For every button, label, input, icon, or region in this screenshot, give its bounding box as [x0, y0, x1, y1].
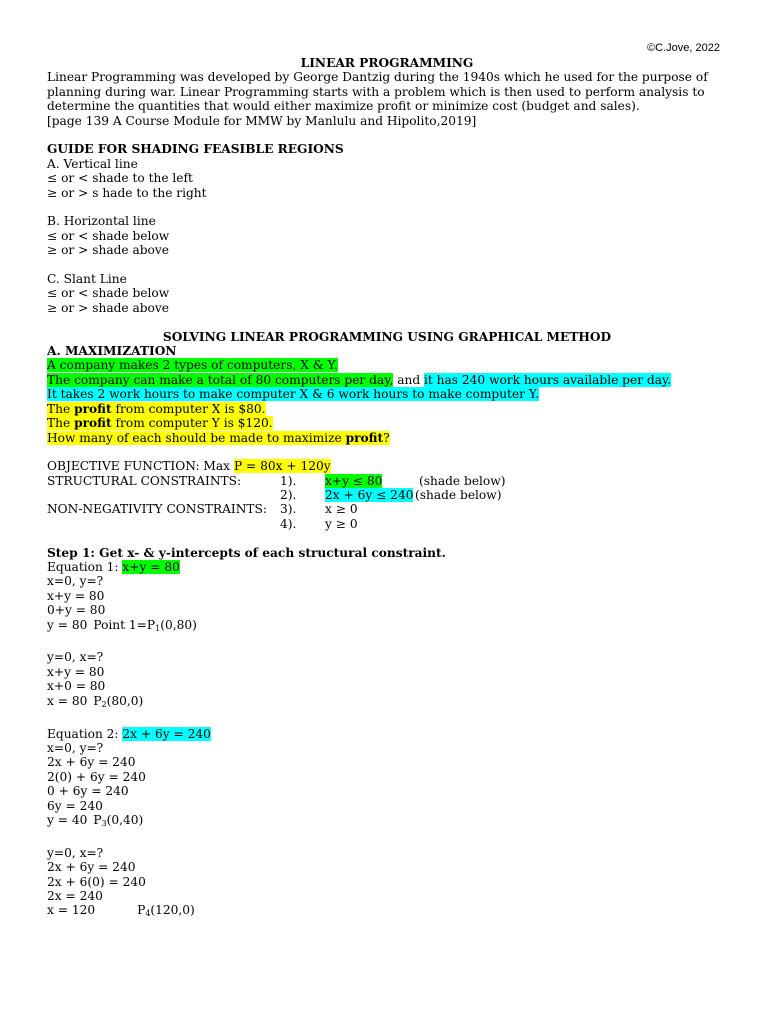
- constraint-row: [47, 488, 727, 502]
- guide-a-rule: ≤ or < shade to the left: [47, 171, 193, 186]
- equation-2-label: [47, 727, 727, 741]
- point-subscript: 4: [145, 909, 151, 919]
- constraint-number: 1).: [280, 473, 297, 488]
- work-line: 2x + 6y = 240: [47, 755, 136, 770]
- point-coords: (120,0): [150, 903, 195, 918]
- constraint-3: x ≥ 0: [325, 502, 358, 517]
- point-label: P: [93, 812, 102, 827]
- point-coords: (0,40): [106, 812, 144, 827]
- guide-heading: GUIDE FOR SHADING FEASIBLE REGIONS: [47, 142, 344, 157]
- objective-line: [47, 459, 727, 473]
- step1-heading: Step 1: Get x- & y-intercepts of each structural constraint.: [47, 545, 446, 560]
- result-value: x = 120: [47, 903, 96, 918]
- problem-text: The: [47, 401, 75, 416]
- equation-1: x+y = 80: [122, 560, 180, 575]
- problem-line: The company can make a total of 80 computers per day,: [47, 372, 394, 387]
- guide-a-title: A. Vertical line: [47, 156, 138, 171]
- nonneg-label: NON-NEGATIVITY CONSTRAINTS:: [47, 502, 267, 517]
- copyright-notice: ©C.Jove, 2022: [647, 42, 720, 54]
- problem-bold: profit: [345, 430, 384, 445]
- constraint-row: [47, 474, 727, 488]
- point-coords: (80,0): [106, 693, 144, 708]
- work-line: x+y = 80: [47, 588, 105, 603]
- equation-2: 2x + 6y = 240: [122, 726, 211, 741]
- constraint-4: y ≥ 0: [325, 516, 358, 531]
- work-result: [47, 694, 727, 712]
- work-line: x+0 = 80: [47, 679, 106, 694]
- constraint-note: (shade below): [415, 488, 502, 503]
- point-subscript: 3: [101, 818, 107, 828]
- work-line: 0 + 6y = 240: [47, 784, 129, 799]
- guide-b-rule: ≤ or < shade below: [47, 228, 170, 243]
- guide-b-rule: ≥ or > shade above: [47, 243, 169, 258]
- work-line: y=0, x=?: [47, 845, 104, 860]
- problem-text: ?: [383, 430, 390, 445]
- equation-label: Equation 2:: [47, 726, 123, 741]
- problem-text: from computer Y is $120.: [111, 416, 273, 431]
- constraint-number: 3).: [280, 502, 297, 517]
- page-title: LINEAR PROGRAMMING: [300, 56, 474, 70]
- problem-text: and: [393, 372, 425, 387]
- problem-text: How many of each should be made to maximize: [47, 430, 346, 445]
- point-coords: (0,80): [160, 617, 197, 632]
- problem-line: [47, 402, 266, 416]
- work-line: y=0, x=?: [47, 650, 104, 665]
- constraint-1: x+y ≤ 80: [325, 473, 383, 488]
- constraint-note: (shade below): [419, 473, 506, 488]
- work-line: 0+y = 80: [47, 603, 106, 618]
- constraint-row: [47, 502, 727, 516]
- work-line: 2(0) + 6y = 240: [47, 769, 146, 784]
- problem-line: it has 240 work hours available per day.: [424, 372, 672, 387]
- section-heading: SOLVING LINEAR PROGRAMMING USING GRAPHICAL METHOD: [162, 329, 612, 344]
- work-line: 2x + 6y = 240: [47, 860, 136, 875]
- point-label: Point 1=P: [93, 617, 156, 632]
- equation-1-label: [47, 560, 727, 574]
- work-line: 6y = 240: [47, 798, 103, 813]
- work-line: x=0, y=?: [47, 740, 104, 755]
- work-result: [47, 813, 727, 831]
- problem-text: from computer X is $80.: [111, 401, 266, 416]
- structural-label: STRUCTURAL CONSTRAINTS:: [47, 473, 242, 488]
- problem-line: It takes 2 work hours to make computer X & 6 work hours to make computer Y.: [47, 387, 540, 402]
- guide-c-rule: ≤ or < shade below: [47, 286, 170, 301]
- problem-bold: profit: [74, 416, 112, 431]
- point-label: P: [93, 693, 102, 708]
- problem-bold: profit: [74, 401, 112, 416]
- guide-a-rule: ≥ or > s hade to the right: [47, 185, 207, 200]
- work-line: 2x = 240: [47, 888, 103, 903]
- problem-line: A company makes 2 types of computers, X & Y.: [47, 358, 338, 373]
- problem-line: [47, 431, 390, 445]
- document-body: [47, 56, 727, 922]
- problem-line: [47, 416, 273, 430]
- equation-label: Equation 1:: [47, 560, 123, 575]
- problem-text: The: [47, 416, 75, 431]
- constraint-number: 4).: [280, 516, 297, 531]
- objective-label: OBJECTIVE FUNCTION: Max: [47, 459, 234, 474]
- constraint-row: [47, 517, 727, 531]
- guide-c-title: C. Slant Line: [47, 272, 127, 287]
- objective-function: P = 80x + 120y: [233, 459, 331, 474]
- section-subheading: A. MAXIMIZATION: [47, 344, 177, 359]
- work-line: x+y = 80: [47, 664, 105, 679]
- point-label: P: [137, 903, 146, 918]
- work-result: [47, 903, 727, 921]
- guide-b-title: B. Horizontal line: [47, 214, 156, 229]
- constraint-2: 2x + 6y ≤ 240: [325, 488, 414, 503]
- point-subscript: 1: [155, 623, 161, 633]
- result-value: x = 80: [47, 693, 88, 708]
- work-line: 2x + 6(0) = 240: [47, 874, 146, 889]
- citation: [page 139 A Course Module for MMW by Manlulu and Hipolito,2019]: [47, 113, 477, 128]
- point-subscript: 2: [101, 699, 107, 709]
- guide-c-rule: ≥ or > shade above: [47, 300, 169, 315]
- work-result: [47, 618, 727, 636]
- constraint-number: 2).: [280, 488, 297, 503]
- intro-paragraph: Linear Programming was developed by George Dantzig during the 1940s which he used for the purpose of planning during war. Linear Programming starts with a problem which is then used to perform analysis to determine the quantities that would either maximize profit or minimize cost (budget and sales).: [47, 70, 708, 114]
- result-value: y = 40: [47, 812, 88, 827]
- result-value: y = 80: [47, 617, 88, 632]
- work-line: x=0, y=?: [47, 574, 104, 589]
